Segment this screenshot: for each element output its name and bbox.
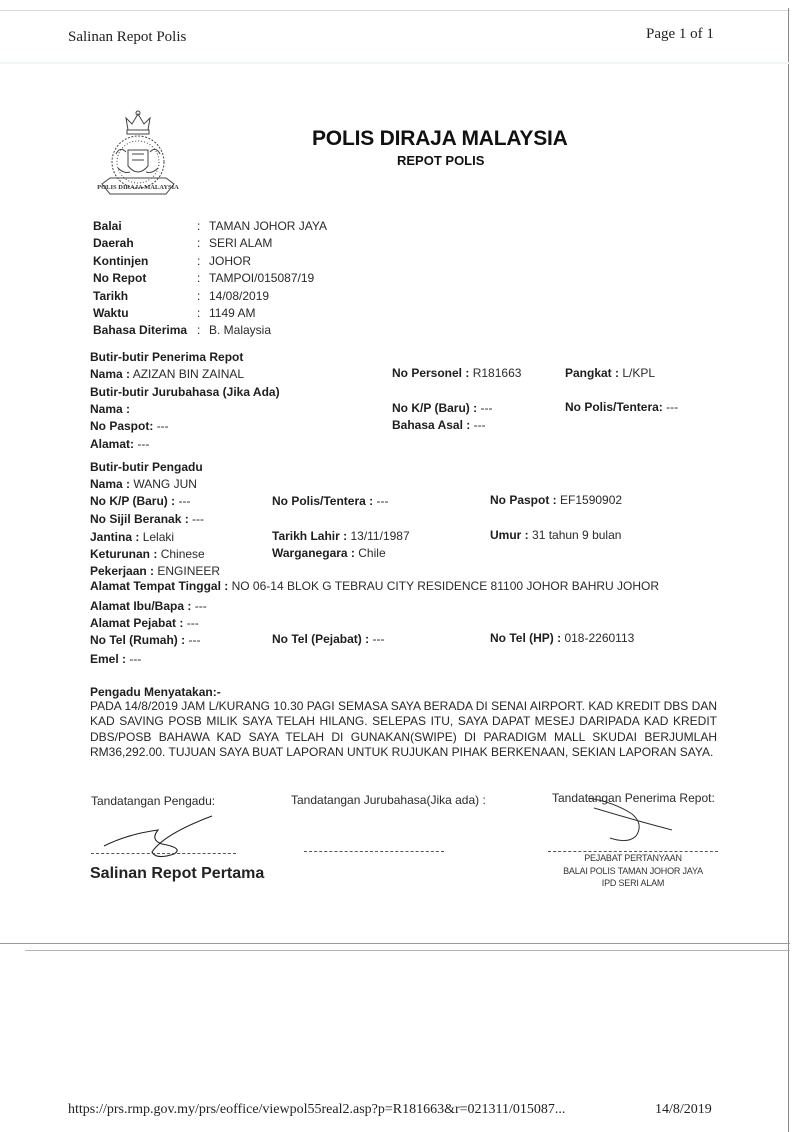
- info-label: Kontinjen: [93, 253, 149, 268]
- print-header-title: Salinan Repot Polis: [68, 29, 187, 45]
- statement-text: PADA 14/8/2019 JAM L/KURANG 10.30 PAGI SEMASA SAYA BERADA DI SENAI AIRPORT. KAD KREDIT DBS DAN KAD SAVING POSB MILIK SAYA TELAH HILANG. SELEPAS ITU, SAYA DAPAT MESEJ DARIPADA KAD KREDIT DBS/POSB BAHAWA KAD SAYA TELAH DI GUNAKAN(SWIPE) DI PARADIGM MALL SKUDAI BERJUMLAH RM36,292.00. TUJUAN SAYA BUAT LAPORAN UNTUK RUJUKAN PIHAK BERKENAAN, SEKIAN LAPORAN SAYA.: [90, 699, 717, 760]
- receiver-signature: [580, 794, 690, 846]
- complainant-lahir: Tarikh Lahir : 13/11/1987: [272, 529, 410, 543]
- complainant-polis: No Polis/Tentera : ---: [272, 494, 389, 508]
- print-header-page: Page 1 of 1: [646, 26, 714, 42]
- info-row-balai: Balai : TAMAN JOHOR JAYA: [93, 218, 327, 235]
- complainant-paspot: No Paspot : EF1590902: [490, 493, 623, 507]
- info-row-tarikh: Tarikh : 14/08/2019: [93, 288, 327, 305]
- complainant-pejabat: Alamat Pejabat : ---: [90, 616, 199, 630]
- info-row-bahasa: Bahasa Diterima : B. Malaysia: [93, 322, 327, 339]
- interpreter-bahasa: Bahasa Asal : ---: [392, 418, 486, 432]
- info-label: No Repot: [93, 271, 147, 286]
- info-label: Daerah: [93, 236, 134, 251]
- info-value: JOHOR: [209, 253, 251, 268]
- signature-label-pengadu: Tandatangan Pengadu:: [91, 794, 216, 808]
- receiver-heading: Butir-butir Penerima Repot: [90, 350, 244, 364]
- info-label: Balai: [93, 219, 122, 233]
- scan-artifact-line: [0, 62, 790, 64]
- info-value: B. Malaysia: [209, 323, 272, 338]
- polis-crest-icon: [88, 108, 188, 204]
- complainant-sijil: No Sijil Beranak : ---: [90, 512, 205, 526]
- complainant-ibubapa: Alamat Ibu/Bapa : ---: [90, 599, 207, 613]
- info-label: Tarikh: [93, 288, 129, 303]
- info-value: TAMAN JOHOR JAYA: [209, 219, 328, 233]
- complainant-umur: Umur : 31 tahun 9 bulan: [490, 528, 622, 542]
- statement-heading: Pengadu Menyatakan:-: [90, 685, 221, 699]
- complainant-alamat: Alamat Tempat Tinggal : NO 06-14 BLOK G TEBRAU CITY RESIDENCE 81100 JOHOR BAHRU JOHOR: [90, 579, 660, 593]
- info-row-waktu: Waktu : 1149 AM: [93, 305, 327, 322]
- info-label: Waktu: [93, 306, 129, 321]
- signature-label-jurubahasa: Tandatangan Jurubahasa(Jika ada) :: [291, 793, 486, 807]
- info-value: SERI ALAM: [209, 236, 273, 251]
- complainant-kp: No K/P (Baru) : ---: [90, 494, 191, 508]
- complainant-heading: Butir-butir Pengadu: [90, 460, 203, 474]
- complainant-tel-rumah: No Tel (Rumah) : ---: [90, 633, 201, 647]
- interpreter-kp: No K/P (Baru) : ---: [392, 401, 493, 415]
- document-type: REPOT POLIS: [397, 153, 485, 168]
- office-stamp: [548, 852, 718, 890]
- receiver-pangkat: Pangkat : L/KPL: [565, 366, 656, 380]
- info-value: 1149 AM: [209, 306, 256, 321]
- complainant-jantina: Jantina : Lelaki: [90, 530, 175, 544]
- page-edge-right: [788, 8, 789, 1132]
- receiver-personel: No Personel : R181663: [392, 366, 522, 380]
- receiver-name: Nama : AZIZAN BIN ZAINAL: [90, 367, 245, 381]
- interpreter-paspot: No Paspot: ---: [90, 419, 169, 433]
- print-footer-date: 14/8/2019: [655, 1102, 712, 1117]
- crest-ribbon-text: POLIS DIRAJA MALAYSIA: [97, 184, 179, 191]
- org-title: POLIS DIRAJA MALAYSIA: [312, 127, 568, 150]
- interpreter-name: Nama :: [90, 402, 131, 416]
- complainant-warganegara: Warganegara : Chile: [272, 546, 386, 560]
- complainant-signature: [100, 812, 220, 858]
- info-label: Bahasa Diterima: [93, 323, 188, 338]
- info-row-no-repot: No Repot : TAMPOI/015087/19: [93, 270, 327, 287]
- complainant-tel-hp: No Tel (HP) : 018-2260113: [490, 631, 635, 645]
- signature-line-jurubahasa: [304, 851, 444, 852]
- complainant-emel: Emel : ---: [90, 652, 142, 666]
- signature-label-penerima: Tandatangan Penerima Repot:: [552, 791, 715, 805]
- print-footer-url: https://prs.rmp.gov.my/prs/eoffice/viewpol55real2.asp?p=R181663&r=021311/015087...: [68, 1102, 566, 1117]
- info-row-kontinjen: Kontinjen : JOHOR: [93, 253, 327, 270]
- stamp-line: BALAI POLIS TAMAN JOHOR JAYA: [563, 865, 703, 876]
- interpreter-polis: No Polis/Tentera: ---: [565, 400, 679, 414]
- complainant-name: Nama : WANG JUN: [90, 477, 197, 491]
- page-edge-top: [0, 10, 790, 11]
- complainant-keturunan: Keturunan : Chinese: [90, 547, 205, 561]
- complainant-tel-pejabat: No Tel (Pejabat) : ---: [272, 632, 385, 646]
- info-value: 14/08/2019: [209, 288, 270, 303]
- complainant-pekerjaan: Pekerjaan : ENGINEER: [90, 564, 221, 578]
- info-value: TAMPOI/015087/19: [209, 271, 315, 286]
- page-divider: [0, 943, 790, 944]
- signature-line-pengadu: [91, 853, 236, 854]
- report-info: [93, 218, 327, 340]
- stamp-line: IPD SERI ALAM: [601, 878, 665, 888]
- page-divider: [25, 950, 790, 951]
- copy-label: Salinan Repot Pertama: [90, 865, 265, 882]
- stamp-line: PEJABAT PERTANYAAN: [584, 853, 682, 863]
- info-row-daerah: Daerah : SERI ALAM: [93, 235, 327, 252]
- interpreter-alamat: Alamat: ---: [90, 437, 150, 451]
- interpreter-heading: Butir-butir Jurubahasa (Jika Ada): [90, 385, 280, 399]
